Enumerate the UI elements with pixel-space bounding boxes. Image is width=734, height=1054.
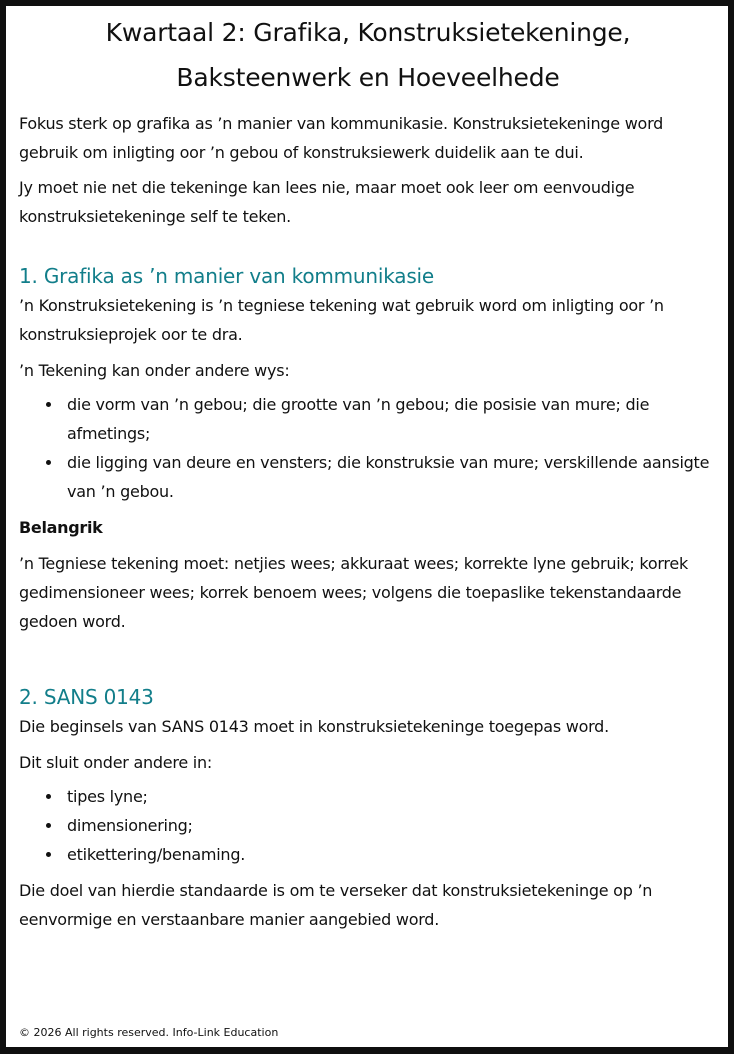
important-paragraph: ’n Tegniese tekening moet: netjies wees; akkuraat wees; korrekte lyne gebruik; korrek gedimensioneer wees; korrek benoem wees; volgens die toepaslike tekenstandaarde gedoen word.	[19, 554, 689, 631]
section-1-paragraph-1: ’n Konstruksietekening is ’n tegniese tekening wat gebruik word om inligting oor ’n konstruksieprojek oor te dra.	[19, 296, 664, 344]
list-item: dimensionering;	[67, 811, 717, 840]
list-item: die ligging van deure en vensters; die konstruksie van mure; verskillende aansigte van ’n gebou.	[67, 448, 717, 506]
section-1-bullet-list	[19, 390, 717, 506]
section-2-paragraph-3: Die doel van hierdie standaarde is om te verseker dat konstruksietekeninge op ’n eenvormige en verstaanbare manier aangebied word.	[19, 881, 653, 929]
list-item: tipes lyne;	[67, 782, 717, 811]
section-1-paragraph-2: ’n Tekening kan onder andere wys:	[19, 361, 290, 380]
intro-paragraph-2: Jy moet nie net die tekeninge kan lees nie, maar moet ook leer om eenvoudige konstruksietekeninge self te teken.	[19, 178, 635, 226]
important-label: Belangrik	[19, 518, 103, 537]
section-2-bullet-list	[19, 782, 717, 869]
section-2-paragraph-2: Dit sluit onder andere in:	[19, 753, 213, 772]
intro-paragraph-1: Fokus sterk op grafika as ’n manier van kommunikasie. Konstruksietekeninge word gebruik om inligting oor ’n gebou of konstruksiewerk duidelik aan te dui.	[19, 114, 664, 162]
section-2-paragraph-1: Die beginsels van SANS 0143 moet in konstruksietekeninge toegepas word.	[19, 717, 609, 736]
list-item: die vorm van ’n gebou; die grootte van ’n gebou; die posisie van mure; die afmetings;	[67, 390, 717, 448]
page-title: Kwartaal 2: Grafika, Konstruksietekeninge, Baksteenwerk en Hoeveelhede	[105, 18, 631, 92]
section-2-heading: 2. SANS 0143	[19, 685, 154, 709]
document-page	[19, 10, 717, 934]
section-1-heading: 1. Grafika as ’n manier van kommunikasie	[19, 264, 435, 288]
copyright-footer: © 2026 All rights reserved. Info-Link Education	[19, 1026, 279, 1039]
list-item: etikettering/benaming.	[67, 840, 717, 869]
